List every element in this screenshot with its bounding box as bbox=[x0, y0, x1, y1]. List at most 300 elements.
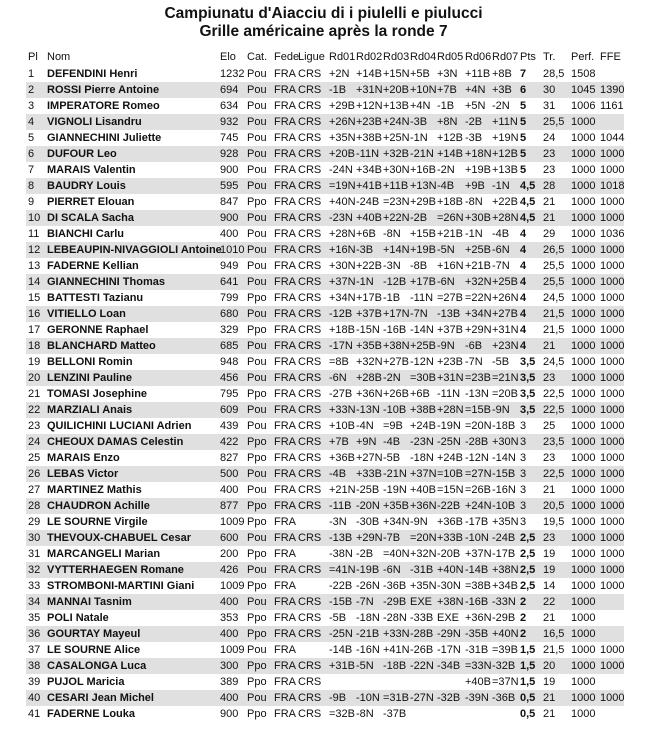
cell-category: Pou bbox=[247, 644, 267, 656]
cell-tiebreak: 22 bbox=[543, 596, 556, 608]
cell-round-1: -9B bbox=[329, 692, 347, 704]
cell-performance: 1000 bbox=[571, 436, 596, 448]
cell-points: 1,5 bbox=[520, 660, 536, 672]
cell-points: 3 bbox=[520, 420, 527, 432]
cell-round-6: =22N bbox=[465, 292, 492, 304]
cell-elo: 847 bbox=[220, 196, 239, 208]
table-row bbox=[26, 242, 624, 258]
cell-round-7: +34B bbox=[492, 580, 518, 592]
cell-tiebreak: 21,5 bbox=[543, 308, 565, 320]
cell-round-4: +19B bbox=[410, 244, 436, 256]
cell-round-3: +24N bbox=[383, 116, 410, 128]
cell-round-6: =20N bbox=[465, 420, 492, 432]
cell-place: 17 bbox=[28, 324, 41, 336]
cell-tiebreak: 14 bbox=[543, 580, 556, 592]
cell-round-1: -38N bbox=[329, 548, 353, 560]
cell-round-6: -16B bbox=[465, 596, 489, 608]
cell-player-name: MARAIS Valentin bbox=[47, 164, 136, 176]
cell-player-name: DI SCALA Sacha bbox=[47, 212, 135, 224]
cell-player-name: LE SOURNE Alice bbox=[47, 644, 141, 656]
cell-round-1: +30N bbox=[329, 260, 356, 272]
cell-elo: 200 bbox=[220, 548, 239, 560]
table-row bbox=[26, 146, 624, 162]
cell-round-3: -29B bbox=[383, 596, 407, 608]
table-row bbox=[26, 82, 624, 98]
cell-category: Pou bbox=[247, 356, 267, 368]
cell-round-5: =10B bbox=[437, 468, 463, 480]
cell-round-5: -34B bbox=[437, 660, 461, 672]
cell-federation: FRA bbox=[274, 260, 296, 272]
cell-round-3: -6N bbox=[383, 564, 401, 576]
cell-performance: 1000 bbox=[571, 580, 596, 592]
cell-round-7: +12B bbox=[492, 148, 518, 160]
cell-category: Ppo bbox=[247, 676, 267, 688]
cell-round-5: =15N bbox=[437, 484, 464, 496]
cell-federation: FRA bbox=[274, 196, 296, 208]
cell-round-3: +41N bbox=[383, 644, 410, 656]
table-row bbox=[26, 386, 624, 402]
cell-elo: 1009 bbox=[220, 580, 245, 592]
cell-player-name: QUILICHINI LUCIANI Adrien bbox=[47, 420, 192, 432]
cell-round-2: -16N bbox=[356, 644, 380, 656]
cell-federation: FRA bbox=[274, 164, 296, 176]
cell-tiebreak: 23 bbox=[543, 164, 556, 176]
cell-round-7: +38N bbox=[492, 564, 519, 576]
cell-points: 4,5 bbox=[520, 196, 536, 208]
cell-round-5: +24B bbox=[437, 452, 463, 464]
cell-round-7: +22B bbox=[492, 196, 518, 208]
cell-player-name: BELLONI Romin bbox=[47, 356, 133, 368]
cell-performance: 1000 bbox=[571, 628, 596, 640]
cell-round-5: -30N bbox=[437, 580, 461, 592]
cell-points: 3 bbox=[520, 516, 527, 528]
cell-round-4: -26B bbox=[410, 644, 434, 656]
cell-league: CRS bbox=[298, 84, 322, 96]
cell-league: CRS bbox=[298, 532, 322, 544]
table-row bbox=[26, 306, 624, 322]
cell-round-6: -8N bbox=[465, 196, 483, 208]
cell-ffe-rating: 1000 bbox=[600, 164, 625, 176]
cell-round-1: +7B bbox=[329, 436, 349, 448]
cell-round-7: -9N bbox=[492, 404, 510, 416]
cell-round-5: +37B bbox=[437, 324, 463, 336]
cell-round-7: -6N bbox=[492, 244, 510, 256]
cell-performance: 1000 bbox=[571, 196, 596, 208]
table-body bbox=[26, 66, 624, 722]
table-row bbox=[26, 274, 624, 290]
cell-round-3: +22N bbox=[383, 212, 410, 224]
cell-round-6: +5N bbox=[465, 100, 486, 112]
cell-round-1: -11B bbox=[329, 500, 352, 512]
cell-league: CRS bbox=[298, 308, 322, 320]
cell-performance: 1000 bbox=[571, 612, 596, 624]
cell-round-2: -5N bbox=[356, 660, 374, 672]
cell-place: 5 bbox=[28, 132, 35, 144]
cell-round-2: +14B bbox=[356, 68, 382, 80]
cell-round-7: +35N bbox=[492, 516, 519, 528]
col-header-rd05: Rd05 bbox=[437, 51, 464, 63]
cell-points: 3 bbox=[520, 436, 527, 448]
cell-player-name: LEBAS Victor bbox=[47, 468, 119, 480]
cell-round-3: -21N bbox=[383, 468, 407, 480]
cell-performance: 1000 bbox=[571, 148, 596, 160]
cell-elo: 949 bbox=[220, 260, 239, 272]
cell-round-3: -18B bbox=[383, 660, 407, 672]
cell-elo: 680 bbox=[220, 308, 239, 320]
cell-round-3: +13B bbox=[383, 100, 409, 112]
cell-round-1: =8B bbox=[329, 356, 349, 368]
cell-place: 26 bbox=[28, 468, 41, 480]
table-row bbox=[26, 194, 624, 210]
cell-place: 25 bbox=[28, 452, 41, 464]
cell-round-4: -21N bbox=[410, 148, 434, 160]
cell-round-4: -7N bbox=[410, 308, 428, 320]
cell-round-3: -5B bbox=[383, 452, 401, 464]
cell-round-3: =9B bbox=[383, 420, 403, 432]
cell-tiebreak: 21 bbox=[543, 692, 556, 704]
cell-place: 19 bbox=[28, 356, 41, 368]
cell-elo: 932 bbox=[220, 116, 239, 128]
cell-points: 2,5 bbox=[520, 532, 536, 544]
cell-federation: FRA bbox=[274, 708, 296, 720]
cell-ffe-rating: 1390 bbox=[600, 84, 625, 96]
cell-tiebreak: 21 bbox=[543, 212, 556, 224]
cell-place: 34 bbox=[28, 596, 41, 608]
table-row bbox=[26, 418, 624, 434]
cell-round-4: +24B bbox=[410, 420, 436, 432]
cell-federation: FRA bbox=[274, 692, 296, 704]
cell-round-4: -22N bbox=[410, 660, 434, 672]
cell-player-name: BATTESTI Tazianu bbox=[47, 292, 144, 304]
cell-round-6: +37N bbox=[465, 548, 492, 560]
cell-elo: 456 bbox=[220, 372, 239, 384]
cell-round-5: +14B bbox=[437, 148, 463, 160]
cell-performance: 1045 bbox=[571, 84, 596, 96]
cell-category: Pou bbox=[247, 180, 267, 192]
cell-performance: 1000 bbox=[571, 532, 596, 544]
cell-round-3: -8N bbox=[383, 228, 401, 240]
cell-category: Pou bbox=[247, 276, 267, 288]
cell-round-7: +31N bbox=[492, 324, 519, 336]
cell-round-1: -12B bbox=[329, 308, 353, 320]
col-header-tr: Tr. bbox=[543, 51, 556, 63]
cell-round-6: +4N bbox=[465, 84, 486, 96]
cell-round-5: +23B bbox=[437, 356, 463, 368]
cell-performance: 1000 bbox=[571, 276, 596, 288]
cell-category: Ppo bbox=[247, 452, 267, 464]
cell-player-name: POLI Natale bbox=[47, 612, 109, 624]
cell-elo: 595 bbox=[220, 180, 239, 192]
cell-elo: 900 bbox=[220, 708, 239, 720]
cell-ffe-rating: 1036 bbox=[600, 228, 625, 240]
table-row bbox=[26, 162, 624, 178]
table-row bbox=[26, 450, 624, 466]
cell-round-3: -16B bbox=[383, 324, 407, 336]
cell-elo: 389 bbox=[220, 676, 239, 688]
cell-league: CRS bbox=[298, 420, 322, 432]
cell-elo: 641 bbox=[220, 276, 239, 288]
cell-tiebreak: 25 bbox=[543, 420, 556, 432]
cell-round-1: -3N bbox=[329, 516, 347, 528]
cell-round-6: -2B bbox=[465, 116, 483, 128]
cell-performance: 1000 bbox=[571, 340, 596, 352]
cell-player-name: MARAIS Enzo bbox=[47, 452, 120, 464]
cell-tiebreak: 22,5 bbox=[543, 468, 565, 480]
cell-player-name: DEFENDINI Henri bbox=[47, 68, 138, 80]
cell-points: 2,5 bbox=[520, 580, 536, 592]
cell-league: CRS bbox=[298, 676, 322, 688]
cell-round-6: =23B bbox=[465, 372, 491, 384]
cell-round-7: +11N bbox=[492, 116, 518, 128]
cell-category: Pou bbox=[247, 372, 267, 384]
cell-round-1: -13B bbox=[329, 532, 353, 544]
cell-round-5: EXE bbox=[437, 612, 460, 624]
col-header-cat: Cat. bbox=[247, 51, 268, 63]
cell-league: CRS bbox=[298, 660, 322, 672]
cell-place: 22 bbox=[28, 404, 41, 416]
cell-round-1: +29B bbox=[329, 100, 355, 112]
cell-points: 4 bbox=[520, 244, 527, 256]
cell-round-5: -5N bbox=[437, 244, 455, 256]
cell-federation: FRA bbox=[274, 116, 296, 128]
cell-round-1: -15B bbox=[329, 596, 353, 608]
cell-round-6: -17B bbox=[465, 516, 489, 528]
cell-round-3: +33N bbox=[383, 628, 410, 640]
cell-ffe-rating: 1000 bbox=[600, 580, 625, 592]
cell-round-7: -17B bbox=[492, 548, 516, 560]
cell-place: 3 bbox=[28, 100, 35, 112]
cell-performance: 1000 bbox=[571, 692, 596, 704]
cell-ffe-rating: 1000 bbox=[600, 564, 625, 576]
cell-federation: FRA bbox=[274, 564, 296, 576]
cell-round-3: +38N bbox=[383, 340, 410, 352]
cell-league: CRS bbox=[298, 100, 322, 112]
table-row bbox=[26, 690, 624, 706]
cell-category: Ppo bbox=[247, 292, 267, 304]
cell-tiebreak: 20,5 bbox=[543, 500, 565, 512]
cell-category: Pou bbox=[247, 228, 267, 240]
cell-league: CRS bbox=[298, 708, 322, 720]
cell-player-name: TOMASI Josephine bbox=[47, 388, 148, 400]
cell-category: Pou bbox=[247, 132, 267, 144]
cell-round-5: -32B bbox=[437, 692, 461, 704]
cell-place: 14 bbox=[28, 276, 41, 288]
cell-round-4: -18N bbox=[410, 452, 434, 464]
cell-tiebreak: 21 bbox=[543, 708, 556, 720]
cell-elo: 1010 bbox=[220, 244, 245, 256]
cell-category: Pou bbox=[247, 100, 267, 112]
cell-round-5: -13B bbox=[437, 308, 461, 320]
cell-points: 1,5 bbox=[520, 676, 536, 688]
cell-place: 7 bbox=[28, 164, 35, 176]
cell-round-2: -10N bbox=[356, 692, 380, 704]
cell-elo: 500 bbox=[220, 468, 239, 480]
cell-ffe-rating: 1000 bbox=[600, 308, 625, 320]
cell-round-2: +36N bbox=[356, 388, 383, 400]
cell-player-name: GIANNECHINI Thomas bbox=[47, 276, 165, 288]
cell-tiebreak: 24 bbox=[543, 132, 556, 144]
cell-round-2: +32N bbox=[356, 356, 383, 368]
cell-round-1: -24N bbox=[329, 164, 353, 176]
cell-elo: 948 bbox=[220, 356, 239, 368]
cell-round-7: -16N bbox=[492, 484, 516, 496]
table-row bbox=[26, 706, 624, 722]
table-row bbox=[26, 210, 624, 226]
cell-league: CRS bbox=[298, 484, 322, 496]
cell-round-3: +35B bbox=[383, 500, 409, 512]
cell-league: CRS bbox=[298, 612, 322, 624]
cell-round-5: +40N bbox=[437, 564, 464, 576]
cell-round-2: +28B bbox=[356, 372, 382, 384]
cell-round-3: =23N bbox=[383, 196, 410, 208]
cell-round-4: +32N bbox=[410, 548, 437, 560]
cell-round-2: -1N bbox=[356, 276, 374, 288]
cell-ffe-rating: 1000 bbox=[600, 548, 625, 560]
cell-round-5: =26N bbox=[437, 212, 464, 224]
cell-round-5: -25N bbox=[437, 436, 461, 448]
cell-round-6: =38B bbox=[465, 580, 491, 592]
cell-league: CRS bbox=[298, 276, 322, 288]
cell-round-1: -22B bbox=[329, 580, 353, 592]
cell-round-5: -22B bbox=[437, 500, 461, 512]
cell-points: 5 bbox=[520, 132, 527, 144]
cell-league: CRS bbox=[298, 180, 322, 192]
cell-points: 0,5 bbox=[520, 692, 536, 704]
cell-round-7: -33N bbox=[492, 596, 516, 608]
col-header-pts: Pts bbox=[520, 51, 536, 63]
cell-elo: 400 bbox=[220, 228, 239, 240]
cell-category: Ppo bbox=[247, 436, 267, 448]
cell-round-7: =21N bbox=[492, 372, 519, 384]
cell-round-7: -29B bbox=[492, 612, 516, 624]
cell-tiebreak: 30 bbox=[543, 84, 556, 96]
cell-round-3: -19N bbox=[383, 484, 407, 496]
cell-round-7: +3B bbox=[492, 84, 512, 96]
cell-player-name: IMPERATORE Romeo bbox=[47, 100, 160, 112]
cell-place: 16 bbox=[28, 308, 41, 320]
cell-round-1: +33N bbox=[329, 404, 356, 416]
cell-league: CRS bbox=[298, 132, 322, 144]
cell-federation: FRA bbox=[274, 212, 296, 224]
cell-player-name: CHAUDRON Achille bbox=[47, 500, 150, 512]
col-header-ligue: Ligue bbox=[298, 51, 325, 63]
cell-category: Ppo bbox=[247, 612, 267, 624]
cell-elo: 400 bbox=[220, 692, 239, 704]
col-header-rd02: Rd02 bbox=[356, 51, 383, 63]
cell-category: Pou bbox=[247, 340, 267, 352]
cell-ffe-rating: 1000 bbox=[600, 260, 625, 272]
cell-round-3: -4B bbox=[383, 436, 401, 448]
cell-performance: 1000 bbox=[571, 228, 596, 240]
cell-round-4: -33B bbox=[410, 612, 434, 624]
table-row bbox=[26, 658, 624, 674]
cell-round-7: +23N bbox=[492, 340, 519, 352]
cell-performance: 1000 bbox=[571, 212, 596, 224]
cell-place: 12 bbox=[28, 244, 41, 256]
cell-federation: FRA bbox=[274, 628, 296, 640]
cell-round-1: +28N bbox=[329, 228, 356, 240]
cell-round-6: +30B bbox=[465, 212, 491, 224]
cell-ffe-rating: 1000 bbox=[600, 532, 625, 544]
cell-points: 4 bbox=[520, 276, 527, 288]
table-row bbox=[26, 354, 624, 370]
cell-tiebreak: 26,5 bbox=[543, 244, 565, 256]
cell-performance: 1000 bbox=[571, 180, 596, 192]
cell-category: Pou bbox=[247, 692, 267, 704]
cell-place: 31 bbox=[28, 548, 41, 560]
cell-elo: 400 bbox=[220, 628, 239, 640]
cell-place: 37 bbox=[28, 644, 41, 656]
cell-points: 4 bbox=[520, 340, 527, 352]
cell-round-6: -3B bbox=[465, 132, 483, 144]
cell-points: 3 bbox=[520, 484, 527, 496]
cell-round-2: -2B bbox=[356, 548, 374, 560]
cell-round-7: -32B bbox=[492, 660, 516, 672]
cell-performance: 1000 bbox=[571, 548, 596, 560]
cell-round-7: -1N bbox=[492, 180, 510, 192]
cell-performance: 1000 bbox=[571, 132, 596, 144]
cell-elo: 329 bbox=[220, 324, 239, 336]
cell-points: 6 bbox=[520, 84, 527, 96]
cell-ffe-rating: 1000 bbox=[600, 692, 625, 704]
cell-federation: FRA bbox=[274, 452, 296, 464]
cell-round-4: -2B bbox=[410, 212, 428, 224]
cell-place: 36 bbox=[28, 628, 41, 640]
cell-round-7: -7N bbox=[492, 260, 510, 272]
cell-federation: FRA bbox=[274, 612, 296, 624]
cell-ffe-rating: 1000 bbox=[600, 276, 625, 288]
cell-federation: FRA bbox=[274, 644, 296, 656]
cell-round-7: =37N bbox=[492, 676, 519, 688]
cell-round-3: +11B bbox=[383, 180, 409, 192]
cell-round-2: -24B bbox=[356, 196, 380, 208]
cell-tiebreak: 21 bbox=[543, 340, 556, 352]
cell-round-4: -1N bbox=[410, 132, 428, 144]
cell-player-name: BIANCHI Carlu bbox=[47, 228, 125, 240]
cell-round-6: -14B bbox=[465, 564, 489, 576]
cell-place: 11 bbox=[28, 228, 40, 240]
cell-round-7: -2N bbox=[492, 100, 510, 112]
cell-elo: 900 bbox=[220, 164, 239, 176]
cell-round-2: -18N bbox=[356, 612, 380, 624]
cell-round-1: +10B bbox=[329, 420, 355, 432]
cell-performance: 1006 bbox=[571, 100, 596, 112]
cell-ffe-rating: 1000 bbox=[600, 436, 625, 448]
cell-round-6: +40B bbox=[465, 676, 491, 688]
cell-player-name: CESARI Jean Michel bbox=[47, 692, 154, 704]
cell-round-1: =32B bbox=[329, 708, 355, 720]
table-row bbox=[26, 594, 624, 610]
cell-place: 28 bbox=[28, 500, 41, 512]
cell-elo: 928 bbox=[220, 148, 239, 160]
cell-federation: FRA bbox=[274, 596, 296, 608]
cell-tiebreak: 21 bbox=[543, 196, 556, 208]
cell-round-1: +31B bbox=[329, 660, 355, 672]
cell-points: 3 bbox=[520, 468, 527, 480]
cell-federation: FRA bbox=[274, 532, 296, 544]
table-row bbox=[26, 482, 624, 498]
cell-round-5: +21B bbox=[437, 228, 463, 240]
cell-round-3: -3N bbox=[383, 260, 401, 272]
cell-round-7: -5B bbox=[492, 356, 510, 368]
cell-round-2: -26N bbox=[356, 580, 380, 592]
cell-round-6: +18N bbox=[465, 148, 492, 160]
cell-tiebreak: 25,5 bbox=[543, 116, 565, 128]
table-row bbox=[26, 514, 624, 530]
cell-round-5: -19N bbox=[437, 420, 461, 432]
cell-league: CRS bbox=[298, 212, 322, 224]
cell-elo: 799 bbox=[220, 292, 239, 304]
